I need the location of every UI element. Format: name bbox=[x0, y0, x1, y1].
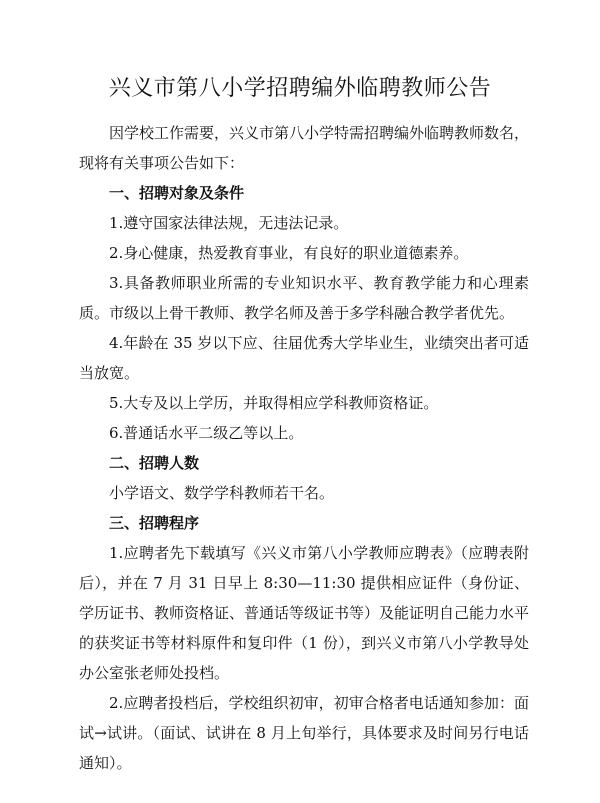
intro-paragraph: 因学校工作需要，兴义市第八小学特需招聘编外临聘教师数名，现将有关事项公告如下： bbox=[79, 124, 530, 172]
condition-item-4: 4.年龄在 35 岁以下应、往届优秀大学毕业生，业绩突出者可适当放宽。 bbox=[79, 334, 529, 382]
condition-item-6: 6.普通话水平二级乙等以上。 bbox=[109, 424, 304, 442]
condition-item-5: 5.大专及以上学历，并取得相应学科教师资格证。 bbox=[109, 394, 439, 412]
procedure-item-1: 1.应聘者先下载填写《兴义市第八小学教师应聘表》（应聘表附后），并在 7 月 31 日早上 8:30—11:30 提供相应证件（身份证、学历证书、教师资格证、普通话等级证书等）及能证明自己能力水平的获奖证书等材料原件和复印件（1 份），到兴义市第八小学教导处办公室张老师处投档。 bbox=[79, 544, 530, 682]
condition-item-2: 2.身心健康，热爱教育事业，有良好的职业道德素养。 bbox=[109, 244, 469, 262]
procedure-item-2: 2.应聘者投档后，学校组织初审，初审合格者电话通知参加：面试→试讲。（面试、试讲在 8 月上旬举行，具体要求及时间另行电话通知）。 bbox=[79, 694, 529, 772]
count-item-1: 小学语文、数学学科教师若干名。 bbox=[109, 484, 335, 502]
section-heading-count: 二、招聘人数 bbox=[109, 454, 200, 472]
condition-item-1: 1.遵守国家法律法规，无违法记录。 bbox=[109, 214, 349, 232]
document-body bbox=[79, 118, 529, 778]
section-heading-procedure: 三、招聘程序 bbox=[109, 514, 200, 532]
section-heading-conditions: 一、招聘对象及条件 bbox=[109, 184, 245, 202]
document-title: 兴义市第八小学招聘编外临聘教师公告 bbox=[108, 75, 492, 101]
condition-item-3: 3.具备教师职业所需的专业知识水平、教育教学能力和心理素质。市级以上骨干教师、教学名师及善于多学科融合教学者优先。 bbox=[79, 274, 529, 322]
